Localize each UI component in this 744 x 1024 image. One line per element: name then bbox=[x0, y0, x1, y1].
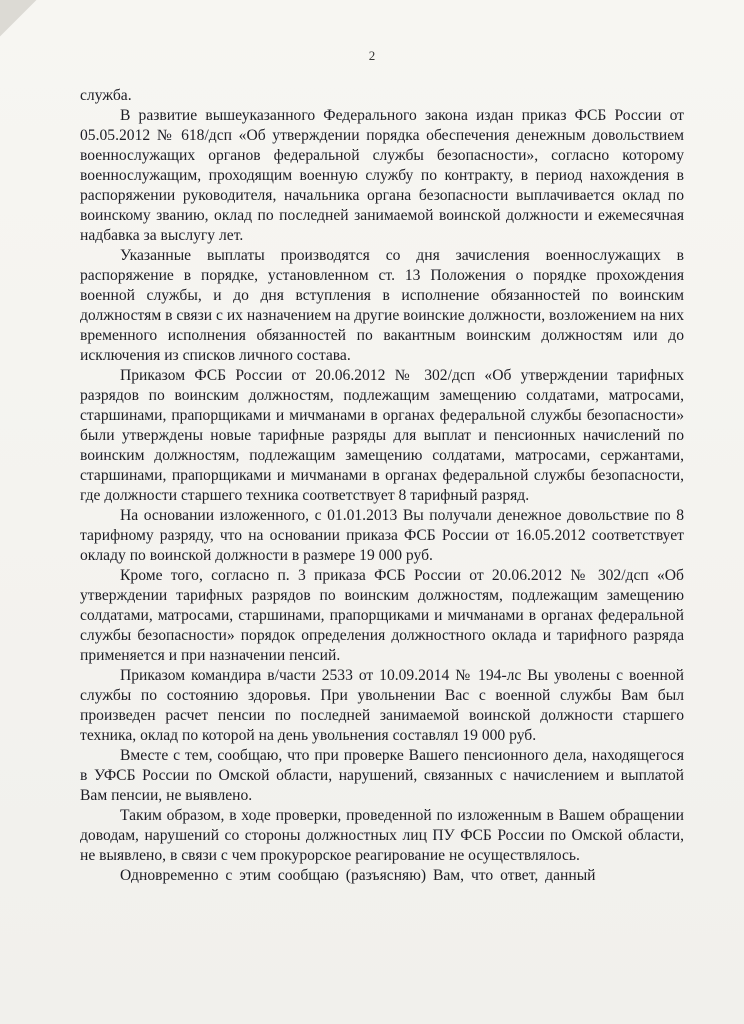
document-body bbox=[80, 86, 684, 886]
page-corner-fold bbox=[0, 0, 40, 40]
paragraph-2: В развитие вышеуказанного Федерального закона издан приказ ФСБ России от 05.05.2012 № 618/дсп «Об утверждении порядка обеспечения денежным довольствием военнослужащих органов федеральной службы безопасности», согласно которому военнослужащим, проходящим военную службу по контракту, в период нахождения в распоряжении руководителя, начальника органа безопасности выплачивается оклад по воинскому званию, оклад по последней занимаемой воинской должности и ежемесячная надбавка за выслугу лет. bbox=[80, 107, 684, 244]
paragraph-1: служба. bbox=[80, 87, 132, 104]
paragraph-10: Одновременно с этим сообщаю (разъясняю) Вам, что ответ, данный bbox=[120, 867, 596, 884]
paragraph-3: Указанные выплаты производятся со дня зачисления военнослужащих в распоряжение в порядке, установленном ст. 13 Положения о порядке прохождения военной службы, и до дня вступления в исполнение обязанностей по воинским должностям в связи с их назначением на другие воинские должности, возложением на них временного исполнения обязанностей по вакантным воинским должностям или до исключения из списков личного состава. bbox=[80, 247, 684, 364]
paragraph-8: Вместе с тем, сообщаю, что при проверке Вашего пенсионного дела, находящегося в УФСБ России по Омской области, нарушений, связанных с начислением и выплатой Вам пенсии, не выявлено. bbox=[80, 747, 684, 804]
paragraph-9: Таким образом, в ходе проверки, проведенной по изложенным в Вашем обращении доводам, нарушений со стороны должностных лиц ПУ ФСБ России по Омской области, не выявлено, в связи с чем прокурорское реагирование не осуществлялось. bbox=[80, 807, 684, 864]
paragraph-6: Кроме того, согласно п. 3 приказа ФСБ России от 20.06.2012 № 302/дсп «Об утверждении тарифных разрядов по воинским должностям, подлежащим замещению солдатами, матросами, старшинами, прапорщиками и мичманами в органах федеральной службы безопасности» порядок определения должностного оклада и тарифного разряда применяется и при назначении пенсий. bbox=[80, 567, 684, 664]
paragraph-5: На основании изложенного, с 01.01.2013 Вы получали денежное довольствие по 8 тарифному разряду, что на основании приказа ФСБ России от 16.05.2012 соответствует окладу по воинской должности в размере 19 000 руб. bbox=[80, 507, 684, 564]
paragraph-7: Приказом командира в/части 2533 от 10.09.2014 № 194-лс Вы уволены с военной службы по состоянию здоровья. При увольнении Вас с военной службы Вам был произведен расчет пенсии по последней занимаемой воинской должности старшего техника, оклад по которой на день увольнения составлял 19 000 руб. bbox=[80, 667, 684, 744]
paragraph-4: Приказом ФСБ России от 20.06.2012 № 302/дсп «Об утверждении тарифных разрядов по воинским должностям, подлежащим замещению солдатами, матросами, старшинами, прапорщиками и мичманами в органах федеральной службы безопасности» были утверждены новые тарифные разряды для выплат и пенсионных начислений по воинским должностям, подлежащим замещению солдатами, матросами, сержантами, старшинами, прапорщиками и мичманами в органах федеральной службы безопасности, где должности старшего техника соответствует 8 тарифный разряд. bbox=[80, 367, 684, 504]
page-number: 2 bbox=[368, 48, 376, 63]
